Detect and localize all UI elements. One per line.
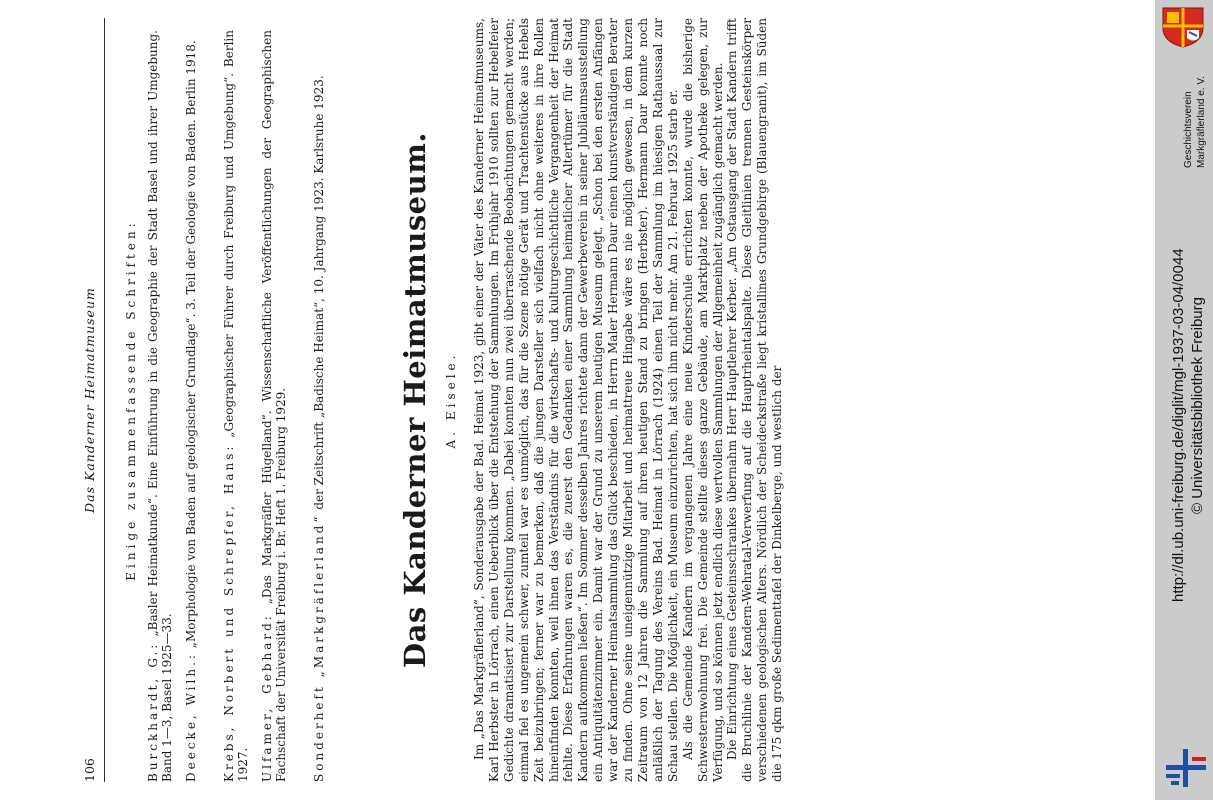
ub-freiburg-logo-icon <box>1163 745 1209 791</box>
entry-author: Sonderheft „Markgräflerland“ <box>312 513 326 782</box>
literature-entry <box>222 30 250 782</box>
body-paragraph: Die Einrichtung eines Gesteinsschrankes übernahm Herr Hauptlehrer Kerber. „Am Ostausgang der Stadt Kandern trifft die Bruchlinie der Kandern-Wehratal-Verwerfung auf die Hauptrheintalspalte. Diese Gleitlinien trennen Gesteinskörper verschiedenen geologischen Alters. Nördlich der Scheideckstraße liegt kristallines Grundgebirge (Blauengranit), im Süden die 175 qkm große Sedimenttafel der Dinkelberge, und westlich der <box>725 18 785 782</box>
entry-author: Krebs, Norbert und Schrepfer, Hans: <box>222 443 236 782</box>
page-number: 106 <box>82 758 97 782</box>
source-url-link[interactable]: http://dl.ub.uni-freiburg.de/diglit/mgl-1937-03-04/0044 <box>1170 248 1187 602</box>
entry-author: Ulfamer, Gebhard: <box>260 613 274 782</box>
page-header <box>80 18 102 782</box>
literature-entry <box>260 30 288 782</box>
literature-entry <box>312 30 326 782</box>
body-paragraph: Im „Das Markgräflerland“, Sonderausgabe der Bad. Heimat 1923, gibt einer der Väter des Kanderner Heimatmuseums, Karl Herbster in Lörrach, einen Ueberblick über die Entstehung der Sammlungen. Im Frühjahr 1910 sollten zur Hebelfeier Gedichte dramatisiert zur Darstellung kommen. „Dabei konnten nun zwei überraschende Beobachtungen gemacht werden; einmal fiel es ungemein schwer, zumteil war es unmöglich, das für die Szene nötige Gerät und Trachtenstücke aus Hebels Zeit beizubringen; ferner war zu bemerken, daß die jungen Darsteller sich vielfach nicht ohne weiteres in ihre Rollen hineinfinden konnten, weil ihnen das Verständnis für die wirtschafts- und kulturgeschichtliche Vergangenheit der Heimat fehlte. Diese Erfahrungen waren es, die zuerst den Gedanken einer Sammlung heimatlicher Altertümer für die Stadt Kandern aufkommen ließen“. Im Sommer desselben Jahres richtete dann der Gewerbeverein in seiner Jubiläumsausstellung ein Antiquitätenzimmer ein. Damit war der Grund zu unserem heutigen Museum gelegt. „Schon bei den ersten Anfängen war der Kanderner Heimatsammlung das Glück beschieden, in Herrn Maler Hermann Daur einen kunstverständigen Berater zu finden. Ohne seine uneigennützige Mitarbeit und heimattreue Hingabe wäre es nie möglich gewesen, in dem kurzen Zeitraum von 12 Jahren die Sammlung auf ihren heutigen Stand zu bringen (Herbster). Hermann Daur konnte noch anläßlich der Tagung des Vereins Bad. Heimat in Lörrach (1924) einen Teil der Sammlung im hiesigen Rathaussaal zur Schau stellen. Die Möglichkeit, ein Museum einzurichten, hat sich ihm nicht mehr. Am 21. Februar 1925 starb er. <box>472 18 680 782</box>
literature-heading: Einige zusammenfassende Schriften: <box>124 219 138 581</box>
rotated-page-content <box>80 0 1155 800</box>
article-author: A. Eisele. <box>444 351 458 449</box>
running-title: Das Kanderner Heimatmuseum <box>82 287 97 513</box>
literature-entry <box>184 30 198 782</box>
entry-text: „Basler Heimatkunde“. Eine Einführung in die Geographie der Stadt Basel und ihrer Umgebung. Band 1—3, Basel 1925—33. <box>146 30 174 782</box>
society-name-line1: Geschichtsverein <box>1183 91 1194 168</box>
coat-of-arms-icon <box>1161 6 1205 48</box>
entry-author: Burckhardt, G.: <box>146 641 160 782</box>
entry-author: Deecke, Wilh.: <box>184 652 198 782</box>
article-title: Das Kanderner Heimatmuseum. <box>398 132 432 669</box>
literature-entry <box>146 30 174 782</box>
entry-text: „Geographischer Führer durch Freiburg und Umgebung“. Berlin 1927. <box>222 30 250 782</box>
entry-text: „Das Markgräfler Hügelland“. Wissenschaftliche Veröffentlichungen der Geographischen Fachschaft der Universität Freiburg i. Br. Heft 1. Freiburg 1929. <box>260 30 288 782</box>
article-body <box>472 18 785 782</box>
entry-text: „Morphologie von Baden auf geologischer Grundlage“. 3. Teil der Geologie von Baden. Berlin 1918. <box>184 40 198 649</box>
copyright-notice: © Universitätsbibliothek Freiburg <box>1189 297 1206 514</box>
body-paragraph: Als die Gemeinde Kandern im vergangenen Jahre eine neue Kinderschule errichten konnte, wurde die bisherige Schwesternwohnung frei. Die Gemeinde stellte dieses ganze Gebäude, am Marktplatz neben der Apotheke gelegen, zur Verfügung, und so können jetzt endlich diese wertvollen Sammlungen der Allgemeinheit zugänglich gemacht werden. <box>680 18 725 782</box>
header-rule <box>104 18 105 782</box>
society-name-line2: Markgräflerland e. V. <box>1196 76 1207 168</box>
entry-text: der Zeitschrift „Badische Heimat“, 10. Jahrgang 1923. Karlsruhe 1923. <box>312 75 326 510</box>
